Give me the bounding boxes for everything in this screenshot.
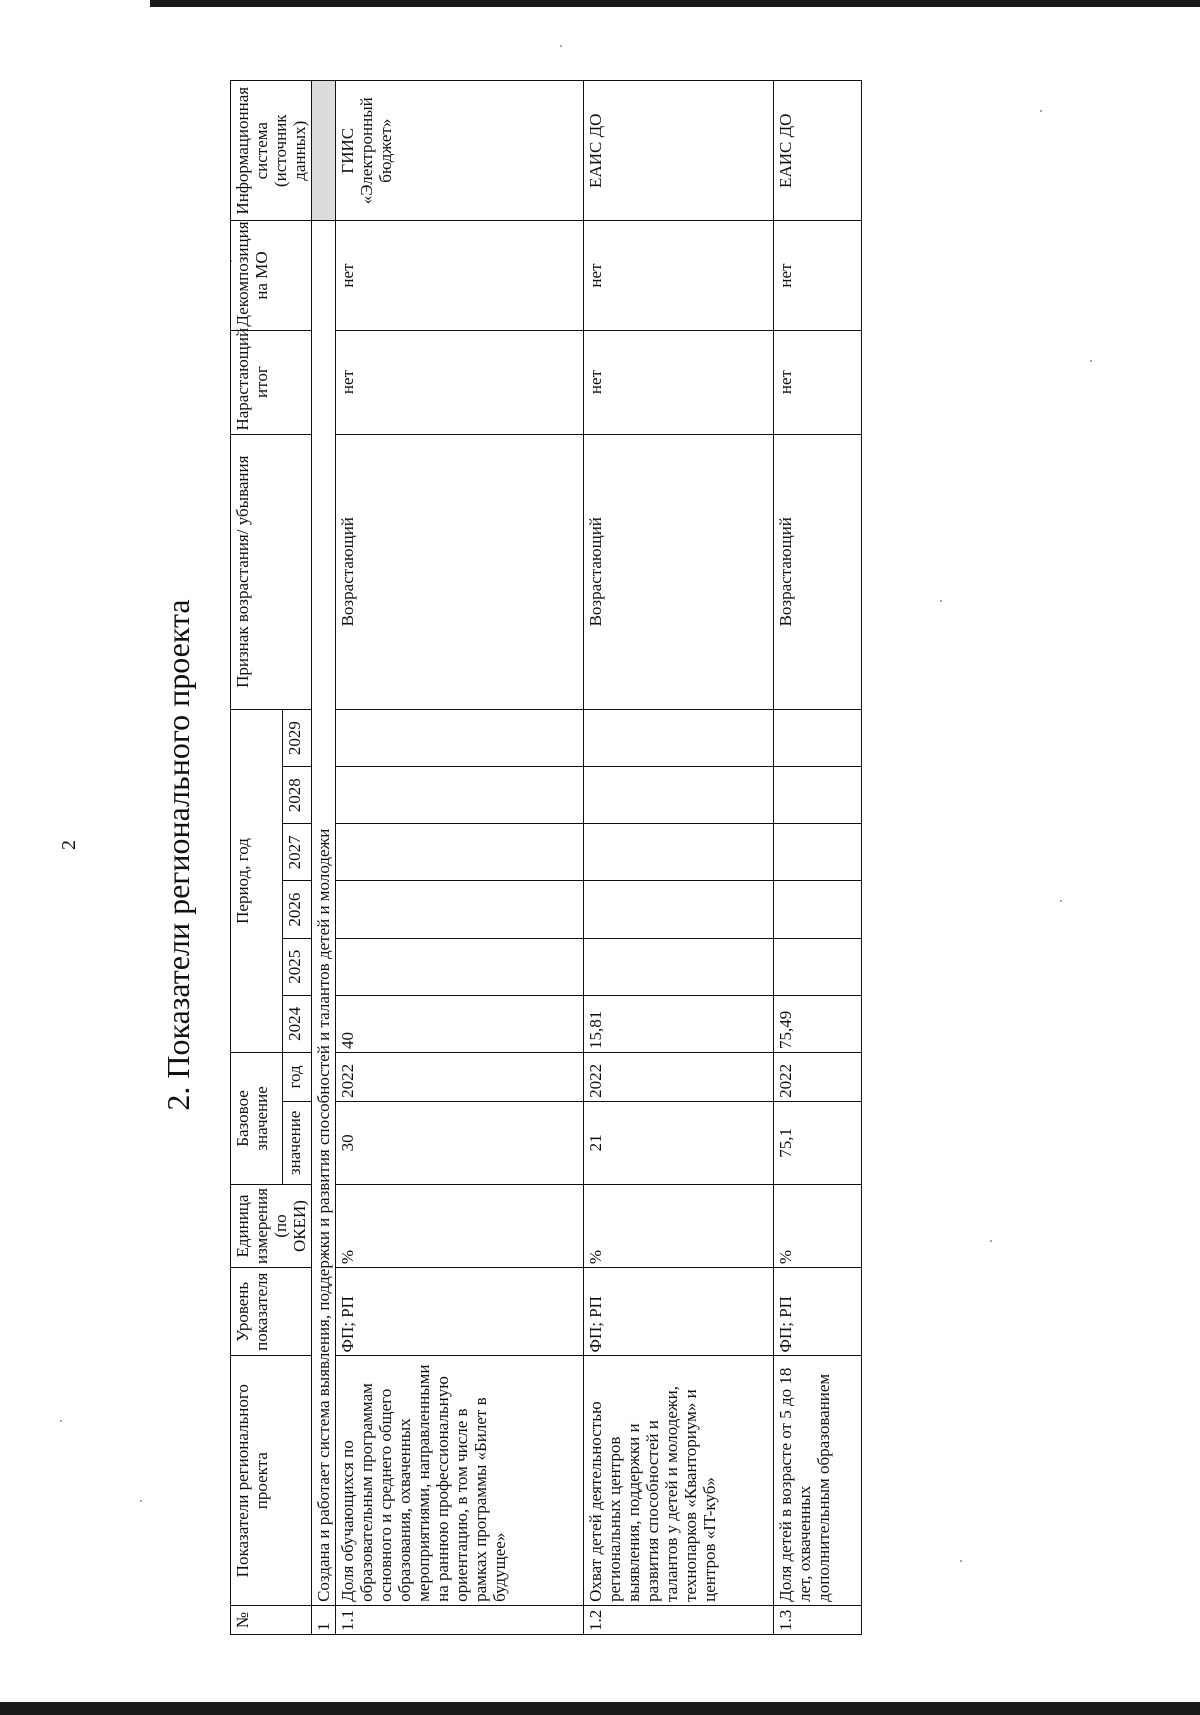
row-unit: % (584, 1184, 774, 1267)
row-year-value (336, 709, 584, 766)
header-info-system: Информационная система (источник данных) (231, 81, 312, 221)
row-base-value: 30 (336, 1101, 584, 1184)
row-year-value: 15,81 (584, 995, 774, 1052)
row-base-year: 2022 (774, 1052, 862, 1101)
header-no: № (231, 1605, 312, 1634)
header-indicator: Показатели регионального проекта (231, 1356, 312, 1605)
row-year-value (584, 881, 774, 938)
table-row (336, 81, 584, 1635)
row-unit: % (336, 1184, 584, 1267)
row-base-value: 75,1 (774, 1101, 862, 1184)
header-year: 2026 (283, 881, 312, 938)
scan-edge-bottom (0, 1702, 1200, 1715)
row-decomposition: нет (336, 221, 584, 330)
scan-edge-top (150, 0, 1200, 7)
row-decomposition: нет (584, 221, 774, 330)
row-year-value (336, 938, 584, 995)
row-cumulative: нет (774, 330, 862, 434)
row-decomposition: нет (774, 221, 862, 330)
row-unit: % (774, 1184, 862, 1267)
row-info-system: ГИИС «Электронный бюджет» (336, 81, 584, 221)
row-year-value (336, 881, 584, 938)
row-base-year: 2022 (584, 1052, 774, 1101)
section-empty-cell (312, 81, 336, 221)
row-trend: Возрастающий (584, 434, 774, 709)
row-level: ФП; РП (336, 1268, 584, 1356)
row-year-value (774, 824, 862, 881)
table-row (774, 81, 862, 1635)
row-year-value (584, 824, 774, 881)
header-level: Уровень показателя (231, 1268, 312, 1356)
header-year: 2025 (283, 938, 312, 995)
row-level: ФП; РП (774, 1268, 862, 1356)
row-no: 1.3 (774, 1605, 862, 1634)
header-year: 2024 (283, 995, 312, 1052)
indicators-table (230, 80, 862, 1635)
header-year: 2028 (283, 767, 312, 824)
row-base-year: 2022 (336, 1052, 584, 1101)
row-no: 1.1 (336, 1605, 584, 1634)
row-year-value (774, 767, 862, 824)
row-year-value (774, 709, 862, 766)
row-year-value (584, 709, 774, 766)
header-year: 2029 (283, 709, 312, 766)
header-unit: Единица измерения (по ОКЕИ) (231, 1184, 312, 1267)
row-year-value (774, 881, 862, 938)
row-no: 1.2 (584, 1605, 774, 1634)
header-base: Базовое значение (231, 1052, 283, 1184)
page-title: 2. Показатели регионального проекта (160, 599, 196, 1111)
row-year-value (336, 824, 584, 881)
row-year-value (584, 767, 774, 824)
table-row (584, 81, 774, 1635)
row-year-value (774, 938, 862, 995)
header-year: 2027 (283, 824, 312, 881)
row-cumulative: нет (336, 330, 584, 434)
row-cumulative: нет (584, 330, 774, 434)
header-trend: Признак возрастания/ убывания (231, 434, 312, 709)
header-row-1 (231, 81, 283, 1635)
row-info-system: ЕАИС ДО (774, 81, 862, 221)
header-period: Период, год (231, 709, 283, 1052)
row-info-system: ЕАИС ДО (584, 81, 774, 221)
row-year-value (336, 767, 584, 824)
rotated-document-page (0, 10, 1100, 1700)
row-trend: Возрастающий (774, 434, 862, 709)
row-indicator: Доля детей в возрасте от 5 до 18 лет, охваченных дополнительным образованием (774, 1356, 862, 1605)
row-year-value: 40 (336, 995, 584, 1052)
row-year-value (584, 938, 774, 995)
row-base-value: 21 (584, 1101, 774, 1184)
row-level: ФП; РП (584, 1268, 774, 1356)
row-trend: Возрастающий (336, 434, 584, 709)
section-row (312, 81, 336, 1635)
row-indicator: Доля обучающихся по образовательным программам основного и среднего общего образования, охваченных мероприятиями, направленными на раннюю профессиональную ориентацию, в том числе в рамках программы «Билет в будущее» (336, 1356, 584, 1605)
section-no: 1 (312, 1605, 336, 1634)
section-text: Создана и работает система выявления, поддержки и развития способностей и талантов детей и молодежи (312, 221, 336, 1605)
header-base-year: год (283, 1052, 312, 1101)
row-indicator: Охват детей деятельностью региональных центров выявления, поддержки и развития способностей и талантов у детей и молодежи, технопарков «Кванториум» и центров «IT-куб» (584, 1356, 774, 1605)
row-year-value: 75,49 (774, 995, 862, 1052)
header-base-value: значение (283, 1101, 312, 1184)
page-number: 2 (58, 840, 80, 850)
header-cumulative: Нарастающий итог (231, 330, 312, 434)
header-decomposition: Декомпозиция на МО (231, 221, 312, 330)
